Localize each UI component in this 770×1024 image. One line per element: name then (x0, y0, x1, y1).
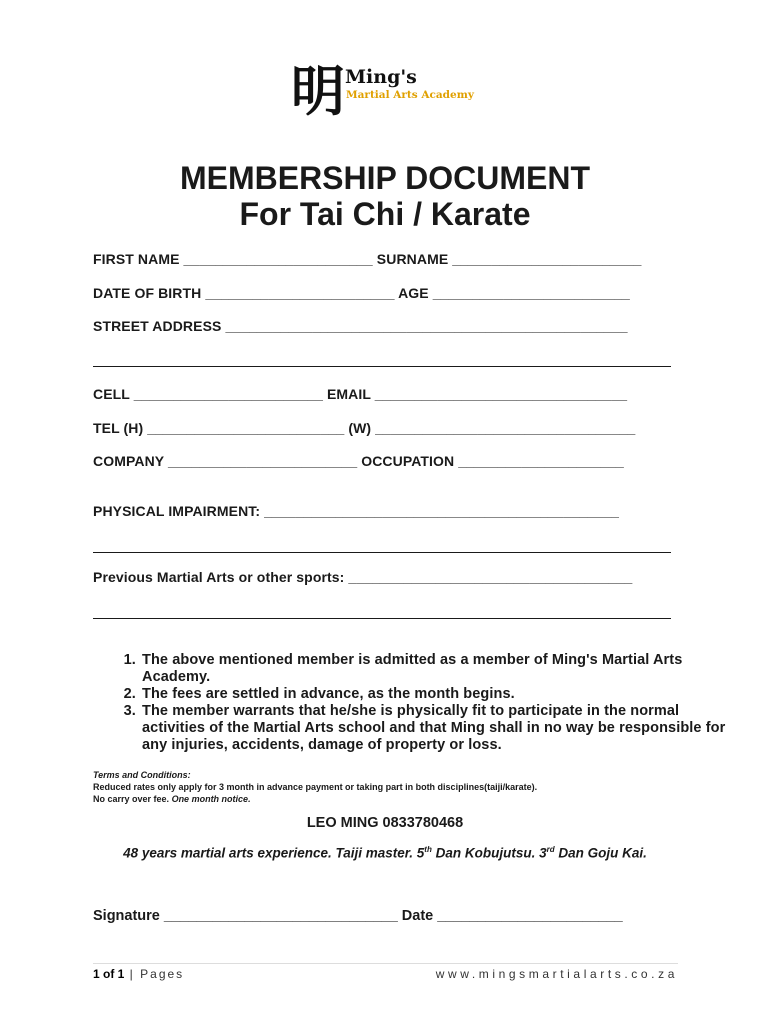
logo-glyph-text: 明 (291, 59, 345, 120)
terms-and-conditions (93, 769, 537, 805)
physical-impairment-field[interactable]: PHYSICAL IMPAIRMENT: _____________________________________________ (93, 503, 620, 519)
cell-email-field[interactable]: CELL ________________________ EMAIL ________________________________ (93, 386, 628, 402)
terms-notice: One month notice. (171, 794, 251, 804)
company-occupation-field[interactable]: COMPANY ________________________ OCCUPATION _____________________ (93, 453, 624, 469)
previous-sports-line-2[interactable] (93, 618, 671, 619)
condition-item: 1. The above mentioned member is admitted as a member of Ming's Martial Arts Academy. (140, 652, 740, 686)
dob-age-field[interactable]: DATE OF BIRTH ________________________ AGE _________________________ (93, 285, 630, 301)
street-address-field[interactable]: STREET ADDRESS ___________________________________________________ (93, 318, 628, 334)
logo-name: Ming's (345, 66, 417, 88)
experience-part-3: Dan Goju Kai. (554, 845, 647, 861)
condition-item: 3. The member warrants that he/she is physically fit to participate in the normal activities of the Martial Arts school and that Ming shall in no way be responsible for any injuries, accidents, damage of property or loss. (140, 703, 740, 754)
page-count: 1 of 1 (93, 967, 125, 981)
condition-item: 2. The fees are settled in advance, as the month begins. (140, 686, 740, 703)
document-subtitle: For Tai Chi / Karate (239, 196, 531, 232)
page-number (93, 967, 184, 981)
membership-conditions (93, 652, 740, 754)
experience-statement (0, 845, 770, 861)
tel-field[interactable]: TEL (H) _________________________ (W) _________________________________ (93, 420, 636, 436)
signature-date-field[interactable]: Signature _____________________________ Date _______________________ (93, 908, 623, 924)
ming-character-icon (289, 56, 347, 120)
terms-line-1: Reduced rates only apply for 3 month in advance payment or taking part in both disciplines(taiji/karate). (93, 782, 538, 792)
previous-sports-field[interactable]: Previous Martial Arts or other sports: ____________________________________ (93, 569, 633, 585)
street-address-line-2[interactable] (93, 366, 671, 367)
website-url[interactable]: www.mingsmartialarts.co.za (435, 967, 678, 981)
logo-subtitle: Martial Arts Academy (346, 89, 474, 101)
experience-sup-2: rd (546, 845, 555, 854)
experience-sup-1: th (424, 845, 432, 854)
academy-logo (289, 56, 489, 122)
pages-label: Pages (140, 967, 185, 981)
page-separator: | (124, 967, 141, 981)
terms-heading: Terms and Conditions: (93, 770, 191, 780)
contact-info: LEO MING 0833780468 (306, 815, 464, 831)
document-title: MEMBERSHIP DOCUMENT (179, 160, 591, 196)
footer-divider (93, 963, 678, 964)
physical-impairment-line-2[interactable] (93, 552, 671, 553)
terms-line-2 (93, 793, 537, 805)
first-name-surname-field[interactable]: FIRST NAME ________________________ SURNAME ________________________ (93, 251, 642, 267)
experience-part-1: 48 years martial arts experience. Taiji master. 5 (123, 845, 425, 861)
experience-part-2: Dan Kobujutsu. 3 (431, 845, 547, 861)
terms-no-carry: No carry over fee. (93, 794, 170, 804)
